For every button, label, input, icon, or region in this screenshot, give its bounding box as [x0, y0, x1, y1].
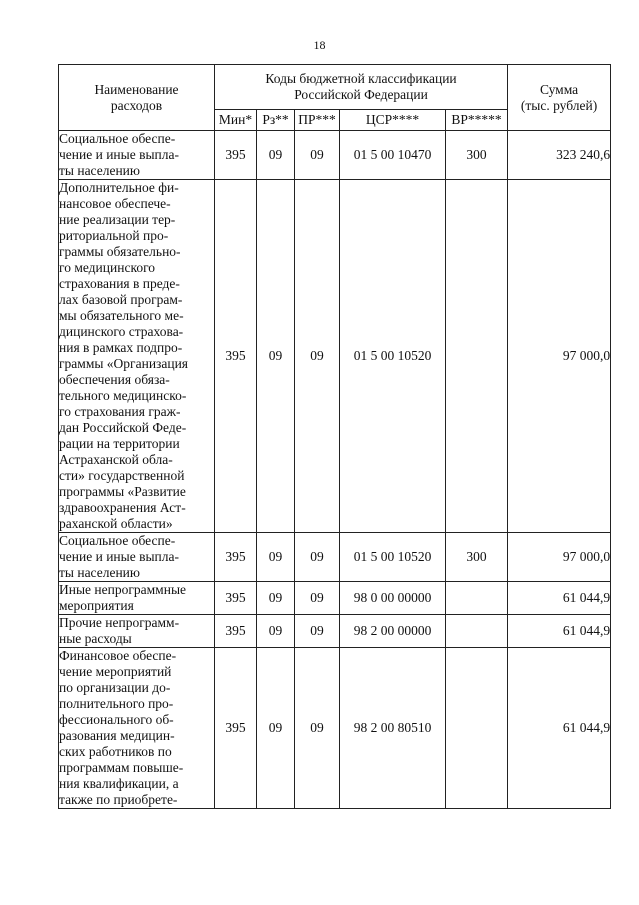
cell-min: 395 — [215, 533, 257, 582]
row-name-line: страхования в преде- — [59, 276, 180, 291]
cell-csr: 98 2 00 80510 — [340, 648, 446, 809]
row-name-line: мероприятия — [59, 598, 134, 613]
row-name-line: тельного медицинско- — [59, 388, 187, 403]
cell-vr: 300 — [446, 533, 508, 582]
row-name-line: го медицинского — [59, 260, 156, 275]
row-name-line: Социальное обеспе- — [59, 131, 176, 146]
table-row — [59, 533, 611, 582]
row-name-line: ты населению — [59, 565, 140, 580]
cell-pr: 09 — [295, 180, 340, 533]
cell-sum: 323 240,6 — [508, 131, 611, 180]
row-name-line: граммы «Организация — [59, 356, 189, 371]
row-name — [59, 582, 215, 615]
row-name-line: чение мероприятий — [59, 664, 172, 679]
row-name-line: ния в рамках подпро- — [59, 340, 183, 355]
row-name — [59, 180, 215, 533]
header-name-line: Наименование — [94, 81, 179, 97]
cell-csr: 98 2 00 00000 — [340, 615, 446, 648]
cell-min: 395 — [215, 180, 257, 533]
header-codes — [215, 65, 508, 110]
row-name-line: дицинского страхова- — [59, 324, 184, 339]
cell-rz: 09 — [257, 180, 295, 533]
row-name-line: обеспечения обяза- — [59, 372, 170, 387]
header-vr: ВР***** — [446, 110, 508, 131]
budget-table — [58, 64, 611, 809]
header-name — [59, 65, 215, 131]
cell-sum: 61 044,9 — [508, 582, 611, 615]
row-name-line: также по приобрете- — [59, 792, 178, 807]
header-codes-line: Российской Федерации — [294, 87, 428, 102]
cell-vr: 300 — [446, 131, 508, 180]
header-rz: Рз** — [257, 110, 295, 131]
table-row — [59, 131, 611, 180]
row-name-line: лах базовой програм- — [59, 292, 183, 307]
row-name-line: сти» государственной — [59, 468, 185, 483]
cell-min: 395 — [215, 648, 257, 809]
row-name-line: граммы обязательно- — [59, 244, 181, 259]
table-row — [59, 582, 611, 615]
header-codes-line: Коды бюджетной классификации — [265, 71, 457, 86]
cell-rz: 09 — [257, 615, 295, 648]
row-name-line: нансовое обеспече- — [59, 196, 171, 211]
row-name — [59, 615, 215, 648]
row-name-line: Прочие непрограмм- — [59, 615, 180, 630]
row-name-line: ния квалификации, а — [59, 776, 179, 791]
cell-vr — [446, 180, 508, 533]
cell-vr — [446, 648, 508, 809]
table-row — [59, 615, 611, 648]
header-min: Мин* — [215, 110, 257, 131]
row-name — [59, 533, 215, 582]
row-name-line: программам повыше- — [59, 760, 184, 775]
table-row — [59, 180, 611, 533]
row-name-line: Финансовое обеспе- — [59, 648, 177, 663]
header-pr: ПР*** — [295, 110, 340, 131]
cell-sum: 61 044,9 — [508, 615, 611, 648]
row-name-line: разования медицин- — [59, 728, 175, 743]
row-name-line: риториальной про- — [59, 228, 169, 243]
row-name-line: раханской области» — [59, 516, 173, 531]
cell-sum: 61 044,9 — [508, 648, 611, 809]
cell-min: 395 — [215, 131, 257, 180]
row-name-line: дан Российской Феде- — [59, 420, 187, 435]
header-csr: ЦСР**** — [340, 110, 446, 131]
cell-csr: 01 5 00 10520 — [340, 533, 446, 582]
cell-csr: 01 5 00 10520 — [340, 180, 446, 533]
cell-sum: 97 000,0 — [508, 533, 611, 582]
row-name-line: го страхования граж- — [59, 404, 181, 419]
header-sum-line: (тыс. рублей) — [520, 97, 598, 113]
cell-min: 395 — [215, 615, 257, 648]
cell-rz: 09 — [257, 533, 295, 582]
table-body — [59, 131, 611, 809]
cell-rz: 09 — [257, 648, 295, 809]
row-name-line: рации на территории — [59, 436, 180, 451]
row-name-line: программы «Развитие — [59, 484, 186, 499]
cell-rz: 09 — [257, 582, 295, 615]
row-name-line: ние реализации тер- — [59, 212, 176, 227]
cell-pr: 09 — [295, 131, 340, 180]
row-name-line: ты населению — [59, 163, 140, 178]
row-name-line: полнительного про- — [59, 696, 174, 711]
cell-vr — [446, 582, 508, 615]
cell-sum: 97 000,0 — [508, 180, 611, 533]
cell-csr: 98 0 00 00000 — [340, 582, 446, 615]
row-name-line: здравоохранения Аст- — [59, 500, 186, 515]
row-name-line: Дополнительное фи- — [59, 180, 179, 195]
row-name — [59, 648, 215, 809]
cell-pr: 09 — [295, 648, 340, 809]
cell-vr — [446, 615, 508, 648]
row-name-line: Иные непрограммные — [59, 582, 187, 597]
header-sum — [508, 65, 611, 131]
header-sum-line: Сумма — [539, 81, 579, 97]
page-number: 18 — [313, 38, 326, 52]
row-name — [59, 131, 215, 180]
header-name-line: расходов — [110, 97, 163, 113]
row-name-line: фессионального об- — [59, 712, 174, 727]
row-name-line: ные расходы — [59, 631, 132, 646]
table-row — [59, 648, 611, 809]
cell-rz: 09 — [257, 131, 295, 180]
row-name-line: Социальное обеспе- — [59, 533, 176, 548]
row-name-line: по организации до- — [59, 680, 171, 695]
row-name-line: чение и иные выпла- — [59, 549, 179, 564]
row-name-line: ских работников по — [59, 744, 172, 759]
cell-pr: 09 — [295, 582, 340, 615]
cell-pr: 09 — [295, 615, 340, 648]
cell-csr: 01 5 00 10470 — [340, 131, 446, 180]
row-name-line: мы обязательного ме- — [59, 308, 184, 323]
row-name-line: Астраханской обла- — [59, 452, 173, 467]
cell-min: 395 — [215, 582, 257, 615]
row-name-line: чение и иные выпла- — [59, 147, 179, 162]
cell-pr: 09 — [295, 533, 340, 582]
